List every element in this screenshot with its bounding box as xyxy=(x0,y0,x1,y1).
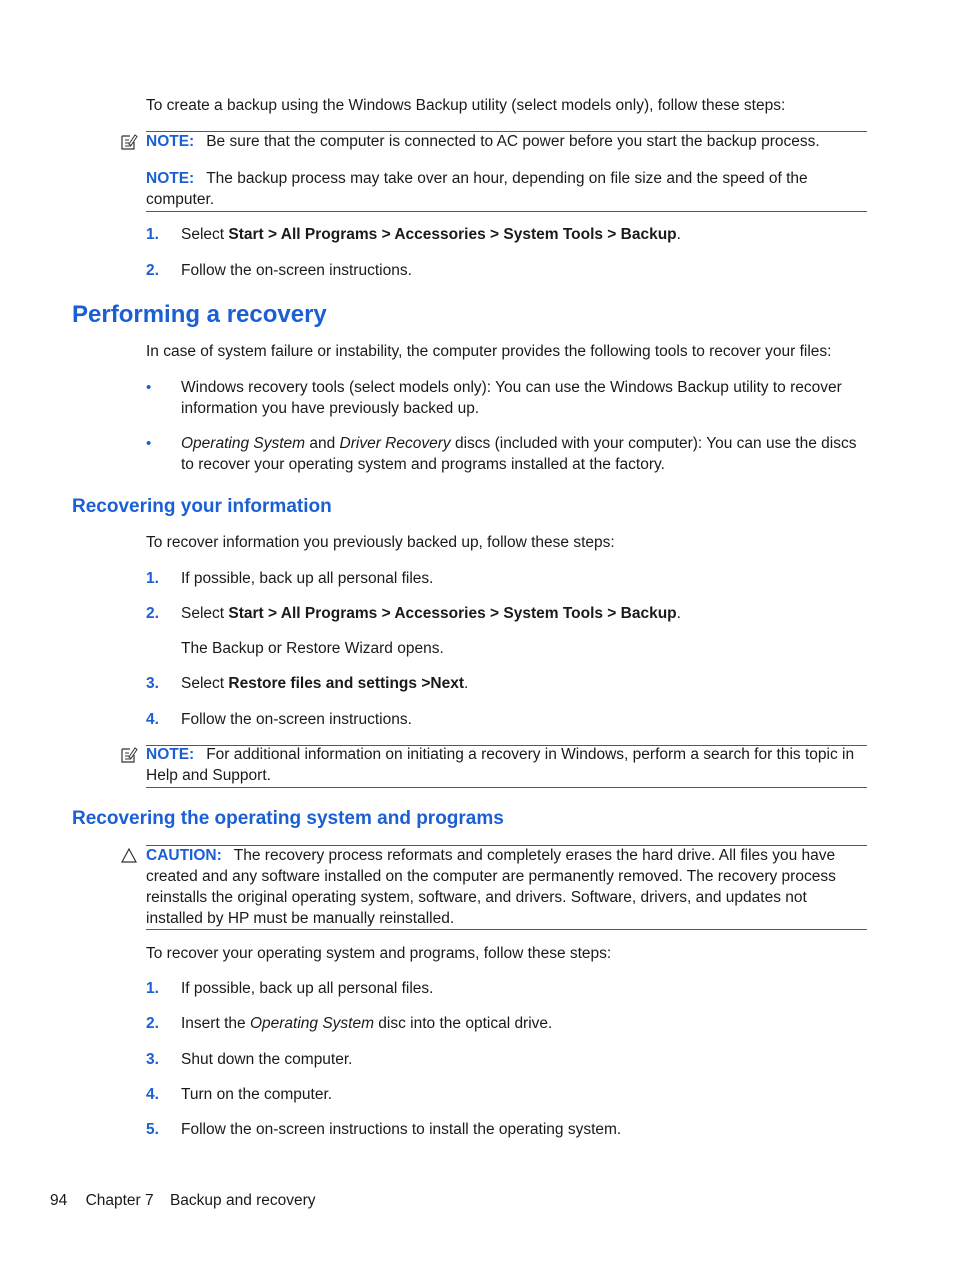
bullet-marker: • xyxy=(146,379,152,396)
subsection-heading: Recovering your information xyxy=(72,496,332,517)
step-suffix: . xyxy=(676,605,681,622)
note-text: For additional information on initiating a recovery in Windows, perform a search for this topic in Help and Support. xyxy=(146,746,855,784)
step-number: 2. xyxy=(146,1015,159,1032)
step-prefix: Insert the xyxy=(181,1015,250,1032)
step-text: Follow the on-screen instructions to install the operating system. xyxy=(181,1121,622,1138)
chapter-label: Chapter 7 xyxy=(85,1192,154,1209)
italic-term: Operating System xyxy=(249,1015,374,1032)
menu-path: Start > All Programs > Accessories > System Tools > Backup xyxy=(228,226,677,243)
step-text: If possible, back up all personal files. xyxy=(181,570,434,587)
step-text: Shut down the computer. xyxy=(181,1051,353,1068)
step-suffix: disc into the optical drive. xyxy=(374,1015,553,1032)
menu-path: Restore files and settings >Next xyxy=(228,675,464,692)
step-number: 1. xyxy=(146,226,159,243)
step-number: 1. xyxy=(146,570,159,587)
note-text: The backup process may take over an hour, depending on file size and the speed of the computer. xyxy=(146,170,808,208)
paragraph: In case of system failure or instability, the computer provides the following tools to recover your files: xyxy=(146,343,832,360)
note-label: NOTE: xyxy=(146,133,195,150)
step-prefix: Select xyxy=(181,605,229,622)
note-icon xyxy=(120,746,138,764)
note-icon xyxy=(120,133,138,151)
paragraph: To recover information you previously backed up, follow these steps: xyxy=(146,534,615,551)
caution-icon xyxy=(120,847,138,865)
step-number: 2. xyxy=(146,262,159,279)
step-text xyxy=(181,224,871,245)
step-number: 3. xyxy=(146,1051,159,1068)
step-prefix: Select xyxy=(181,226,229,243)
step-suffix: . xyxy=(463,675,469,692)
step-text xyxy=(181,673,871,694)
bullet-text xyxy=(181,433,871,475)
chapter-title: Backup and recovery xyxy=(169,1192,316,1209)
step-text: Turn on the computer. xyxy=(181,1086,333,1103)
italic-term: Driver Recovery xyxy=(339,435,451,452)
caution-block xyxy=(146,845,858,929)
text-span: and xyxy=(305,435,340,452)
caution-label: CAUTION: xyxy=(146,847,222,864)
note-label: NOTE: xyxy=(146,170,195,187)
step-number: 1. xyxy=(146,980,159,997)
step-text xyxy=(181,1013,871,1034)
step-number: 4. xyxy=(146,1086,159,1103)
bullet-marker: • xyxy=(146,435,152,452)
page-number: 94 xyxy=(50,1192,68,1209)
step-text: If possible, back up all personal files. xyxy=(181,980,434,997)
section-heading: Performing a recovery xyxy=(72,301,327,328)
step-suffix: . xyxy=(676,226,681,243)
step-number: 3. xyxy=(146,675,159,692)
step-text: Follow the on-screen instructions. xyxy=(181,711,412,728)
note-2 xyxy=(146,168,868,210)
note-bottom-rule xyxy=(146,787,867,788)
page-footer xyxy=(50,1190,316,1211)
caution-bottom-rule xyxy=(146,929,867,930)
step-number: 2. xyxy=(146,605,159,622)
step-number: 5. xyxy=(146,1121,159,1138)
step-text: Follow the on-screen instructions. xyxy=(181,262,412,279)
italic-term: Operating System xyxy=(181,435,306,452)
bullet-text: Windows recovery tools (select models only): You can use the Windows Backup utility to recover information you have previously backed up. xyxy=(181,379,842,417)
step-prefix: Select xyxy=(181,675,229,692)
menu-path: Start > All Programs > Accessories > System Tools > Backup xyxy=(228,605,677,622)
caution-text: The recovery process reformats and completely erases the hard drive. All files you have created and any software installed on the computer are permanently removed. The recovery process reinstalls the original operating system, software, and drivers. Software, drivers, and updates not installed by HP must be manually reinstalled. xyxy=(146,847,836,927)
intro-text: To create a backup using the Windows Backup utility (select models only), follow these steps: xyxy=(146,97,786,114)
note-3 xyxy=(146,744,868,786)
note-bottom-rule xyxy=(146,211,867,212)
note-1 xyxy=(146,131,868,152)
note-label: NOTE: xyxy=(146,746,195,763)
paragraph: To recover your operating system and programs, follow these steps: xyxy=(146,945,612,962)
subsection-heading: Recovering the operating system and programs xyxy=(72,808,504,829)
text-span: discs (included with your computer): You can use the discs to recover your operating system and programs installed at the factory. xyxy=(181,435,857,473)
step-subtext: The Backup or Restore Wizard opens. xyxy=(181,640,444,657)
step-text xyxy=(181,603,871,624)
step-number: 4. xyxy=(146,711,159,728)
note-text: Be sure that the computer is connected to AC power before you start the backup process. xyxy=(206,133,820,150)
